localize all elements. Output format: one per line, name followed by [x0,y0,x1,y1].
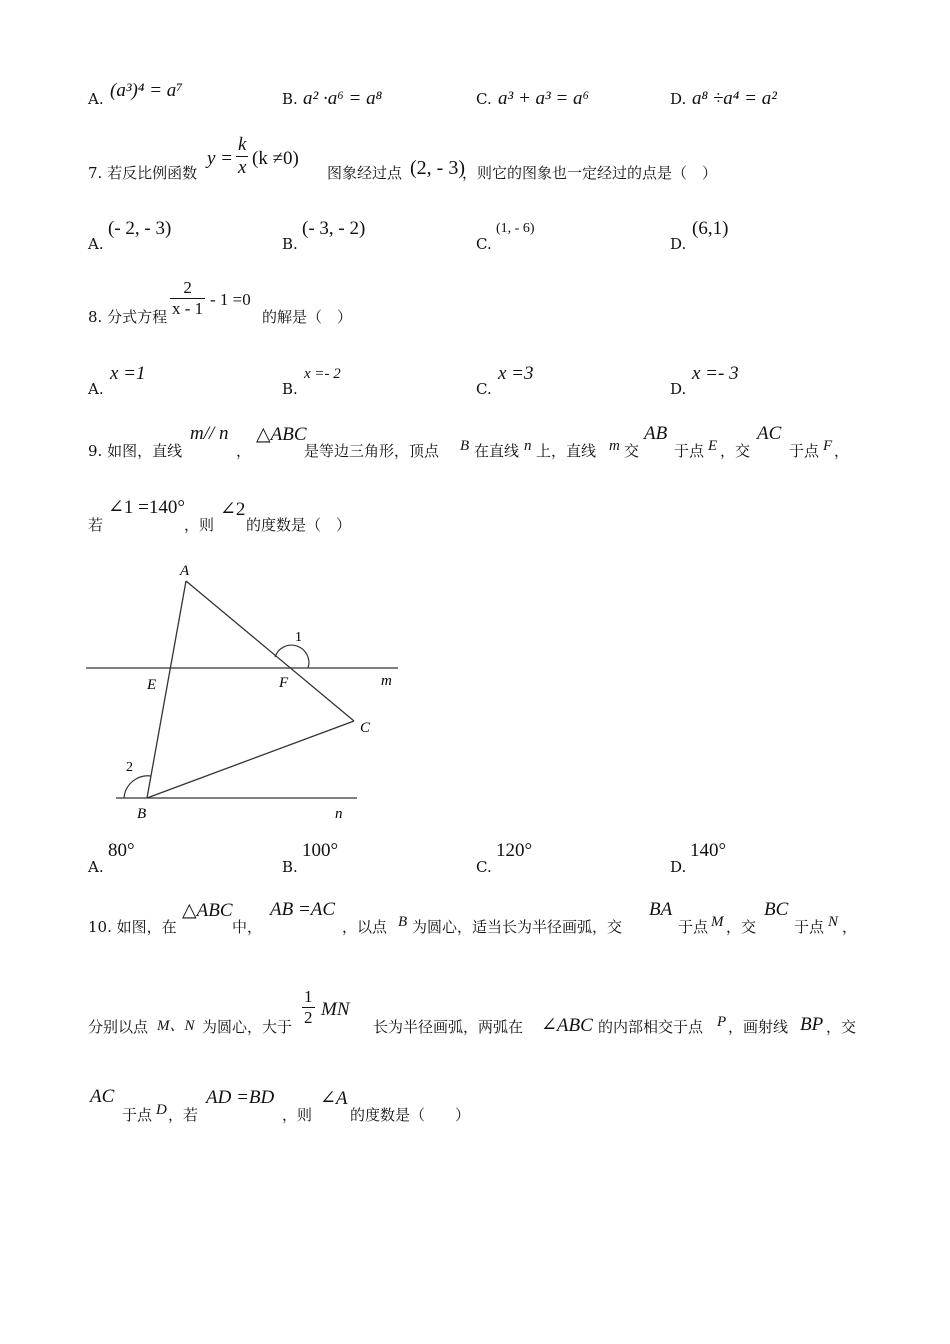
q6-option-b-label: B. [282,90,298,108]
q9-label-1: 1 [295,630,302,645]
q8-option-d-value: x =- 3 [692,363,739,384]
q9-option-d-label: D. [670,858,687,876]
q9-option-c-label: C. [476,858,492,876]
q10-line3-d: 的度数是（ ） [350,1106,471,1124]
q10-text7: ， [842,918,858,936]
q9-text7: 于点 [789,442,820,460]
q9-option-c-value: 120° [496,840,533,861]
q7-suffix: ，则它的图象也一定经过的点是（ ） [462,164,718,182]
q10-line2-b: 长为半径画弧，两弧在 [373,1018,524,1036]
q10-seg-bc: BC [764,899,789,920]
q8-option-a-value: x =1 [110,363,146,384]
q9-line2-mid: ，则 [184,516,215,534]
q6-option-b-expr: a² ·a⁶ = a⁸ [303,88,383,109]
q6-option-a-expr: (a³)⁴ = a⁷ [110,80,183,101]
q7-prefix: 7. 若反比例函数 [88,164,198,182]
q10-seg-mn: MN [321,999,350,1020]
q7-option-d-value: (6,1) [692,218,729,239]
q8-equation-rest: - 1 =0 [210,290,251,309]
q8-option-b-value: x =- 2 [304,366,341,382]
q10-text2: ，以点 [342,918,388,936]
q10-half-numerator: 1 [304,987,313,1006]
q10-point-m: M [711,914,724,930]
q7-formula-fraction [236,134,248,179]
q10-point-n: N [828,914,839,930]
q9-option-d-value: 140° [690,840,727,861]
q10-half-denominator: 2 [304,1008,313,1027]
q9-angle1: ∠1 =140° [108,497,185,518]
q10-line2-prefix: 分别以点 [88,1018,149,1036]
q10-line2-c: 的内部相交于点 [598,1018,704,1036]
q9-line2-prefix: 若 [88,516,104,534]
q6-option-a-label: A. [88,90,104,108]
q9-label-b: B [137,806,147,822]
q6-option-c-label: C. [476,90,492,108]
q10-text3: 为圆心，适当长为半径画弧，交 [412,918,623,936]
q9-seg-ab: AB [644,423,668,444]
q9-text8: ， [834,442,850,460]
q10-ad-bd: AD =BD [206,1087,275,1108]
q9-point-f: F [823,438,833,454]
q9-figure [80,555,410,830]
q9-label-m: m [381,673,392,689]
q6-option-c-expr: a³ + a³ = a⁶ [498,88,590,109]
q10-points-mn: M、N [157,1018,195,1034]
q7-option-a-value: (- 2, - 3) [108,218,172,239]
q9-label-2: 2 [126,760,133,775]
q9-side-ac [186,581,354,721]
q10-angle-abc: ∠ABC [541,1015,593,1036]
q9-option-a-value: 80° [108,840,135,861]
q7-formula-numerator: k [238,134,247,155]
q10-seg-ac: AC [90,1086,115,1107]
q8-fraction-numerator: 2 [170,278,205,299]
q9-line2-suffix: 的度数是（ ） [246,516,352,534]
q7-option-b-label: B. [282,235,298,253]
q9-point-e: E [708,438,718,454]
q7-mid-text: 图象经过点 [327,164,403,182]
q9-label-e: E [147,677,157,693]
q10-point-b: B [398,914,408,930]
q10-text6: 于点 [794,918,825,936]
q9-triangle: △ABC [256,424,307,445]
q9-text6: ，交 [720,442,751,460]
q10-equal: AB =AC [270,899,336,920]
q8-option-c-value: x =3 [498,363,534,384]
q10-prefix: 10. 如图，在 [88,918,177,936]
q10-ray-bp: BP [800,1014,824,1035]
q9-label-f: F [279,675,289,691]
q10-line2-a: 为圆心，大于 [202,1018,293,1036]
q10-half-fraction [302,987,315,1028]
q10-seg-ba: BA [649,899,673,920]
q10-line2-e: ，交 [826,1018,857,1036]
q9-line-m: m [609,438,620,454]
q9-label-n: n [335,806,343,822]
q9-line-n: n [524,438,532,454]
q9-angle1-arc [275,645,309,668]
q9-parallel: m// n [190,423,229,444]
q9-angle2: ∠2 [220,499,246,520]
q8-option-c-label: C. [476,380,492,398]
q8-option-a-label: A. [88,380,104,398]
q9-option-b-value: 100° [302,840,339,861]
q10-angle-a: ∠A [320,1088,348,1109]
q10-line3-b: ，若 [168,1106,199,1124]
q9-seg-ac: AC [757,423,782,444]
q7-option-c-label: C. [476,235,492,253]
q8-option-d-label: D. [670,380,687,398]
q9-text2: 在直线 [474,442,520,460]
q10-triangle: △ABC [182,900,233,921]
q8-suffix: 的解是（ ） [262,308,353,326]
q6-option-d-label: D. [670,90,687,108]
q7-formula-condition: (k ≠0) [252,148,299,169]
q10-line2-d: ，画射线 [728,1018,789,1036]
q10-point-d: D [156,1102,167,1118]
q9-prefix: 9. 如图，直线 [88,442,183,460]
q10-text4: 于点 [678,918,709,936]
q9-text1: 是等边三角形，顶点 [304,442,440,460]
q9-text3: 上，直线 [536,442,597,460]
q9-vertex-b: B [460,438,470,454]
q8-prefix: 8. 分式方程 [88,308,168,326]
q9-option-a-label: A. [88,858,104,876]
q7-formula-y: y = [207,148,234,169]
q9-text4: 交 [624,442,640,460]
q8-fraction [170,278,205,319]
q9-text5: 于点 [674,442,705,460]
q10-text1: 中， [232,918,263,936]
q7-option-d-label: D. [670,235,687,253]
q7-formula-denominator: x [238,157,247,178]
q10-line3-c: ，则 [282,1106,313,1124]
q6-option-d-expr: a⁸ ÷a⁴ = a² [692,88,777,109]
q9-side-bc [147,721,354,798]
q9-label-c: C [360,720,371,736]
q8-fraction-denominator: x - 1 [172,299,204,318]
q9-comma: ， [236,442,252,460]
q9-label-a: A [180,563,190,579]
q10-point-p: P [717,1014,727,1030]
q7-point: (2, - 3) [410,157,465,179]
q9-option-b-label: B. [282,858,298,876]
q10-text5: ，交 [726,918,757,936]
q7-option-b-value: (- 3, - 2) [302,218,366,239]
q10-line3-a: 于点 [122,1106,153,1124]
q8-option-b-label: B. [282,380,298,398]
q7-option-a-label: A. [88,235,104,253]
q7-option-c-value: (1, - 6) [496,221,535,236]
